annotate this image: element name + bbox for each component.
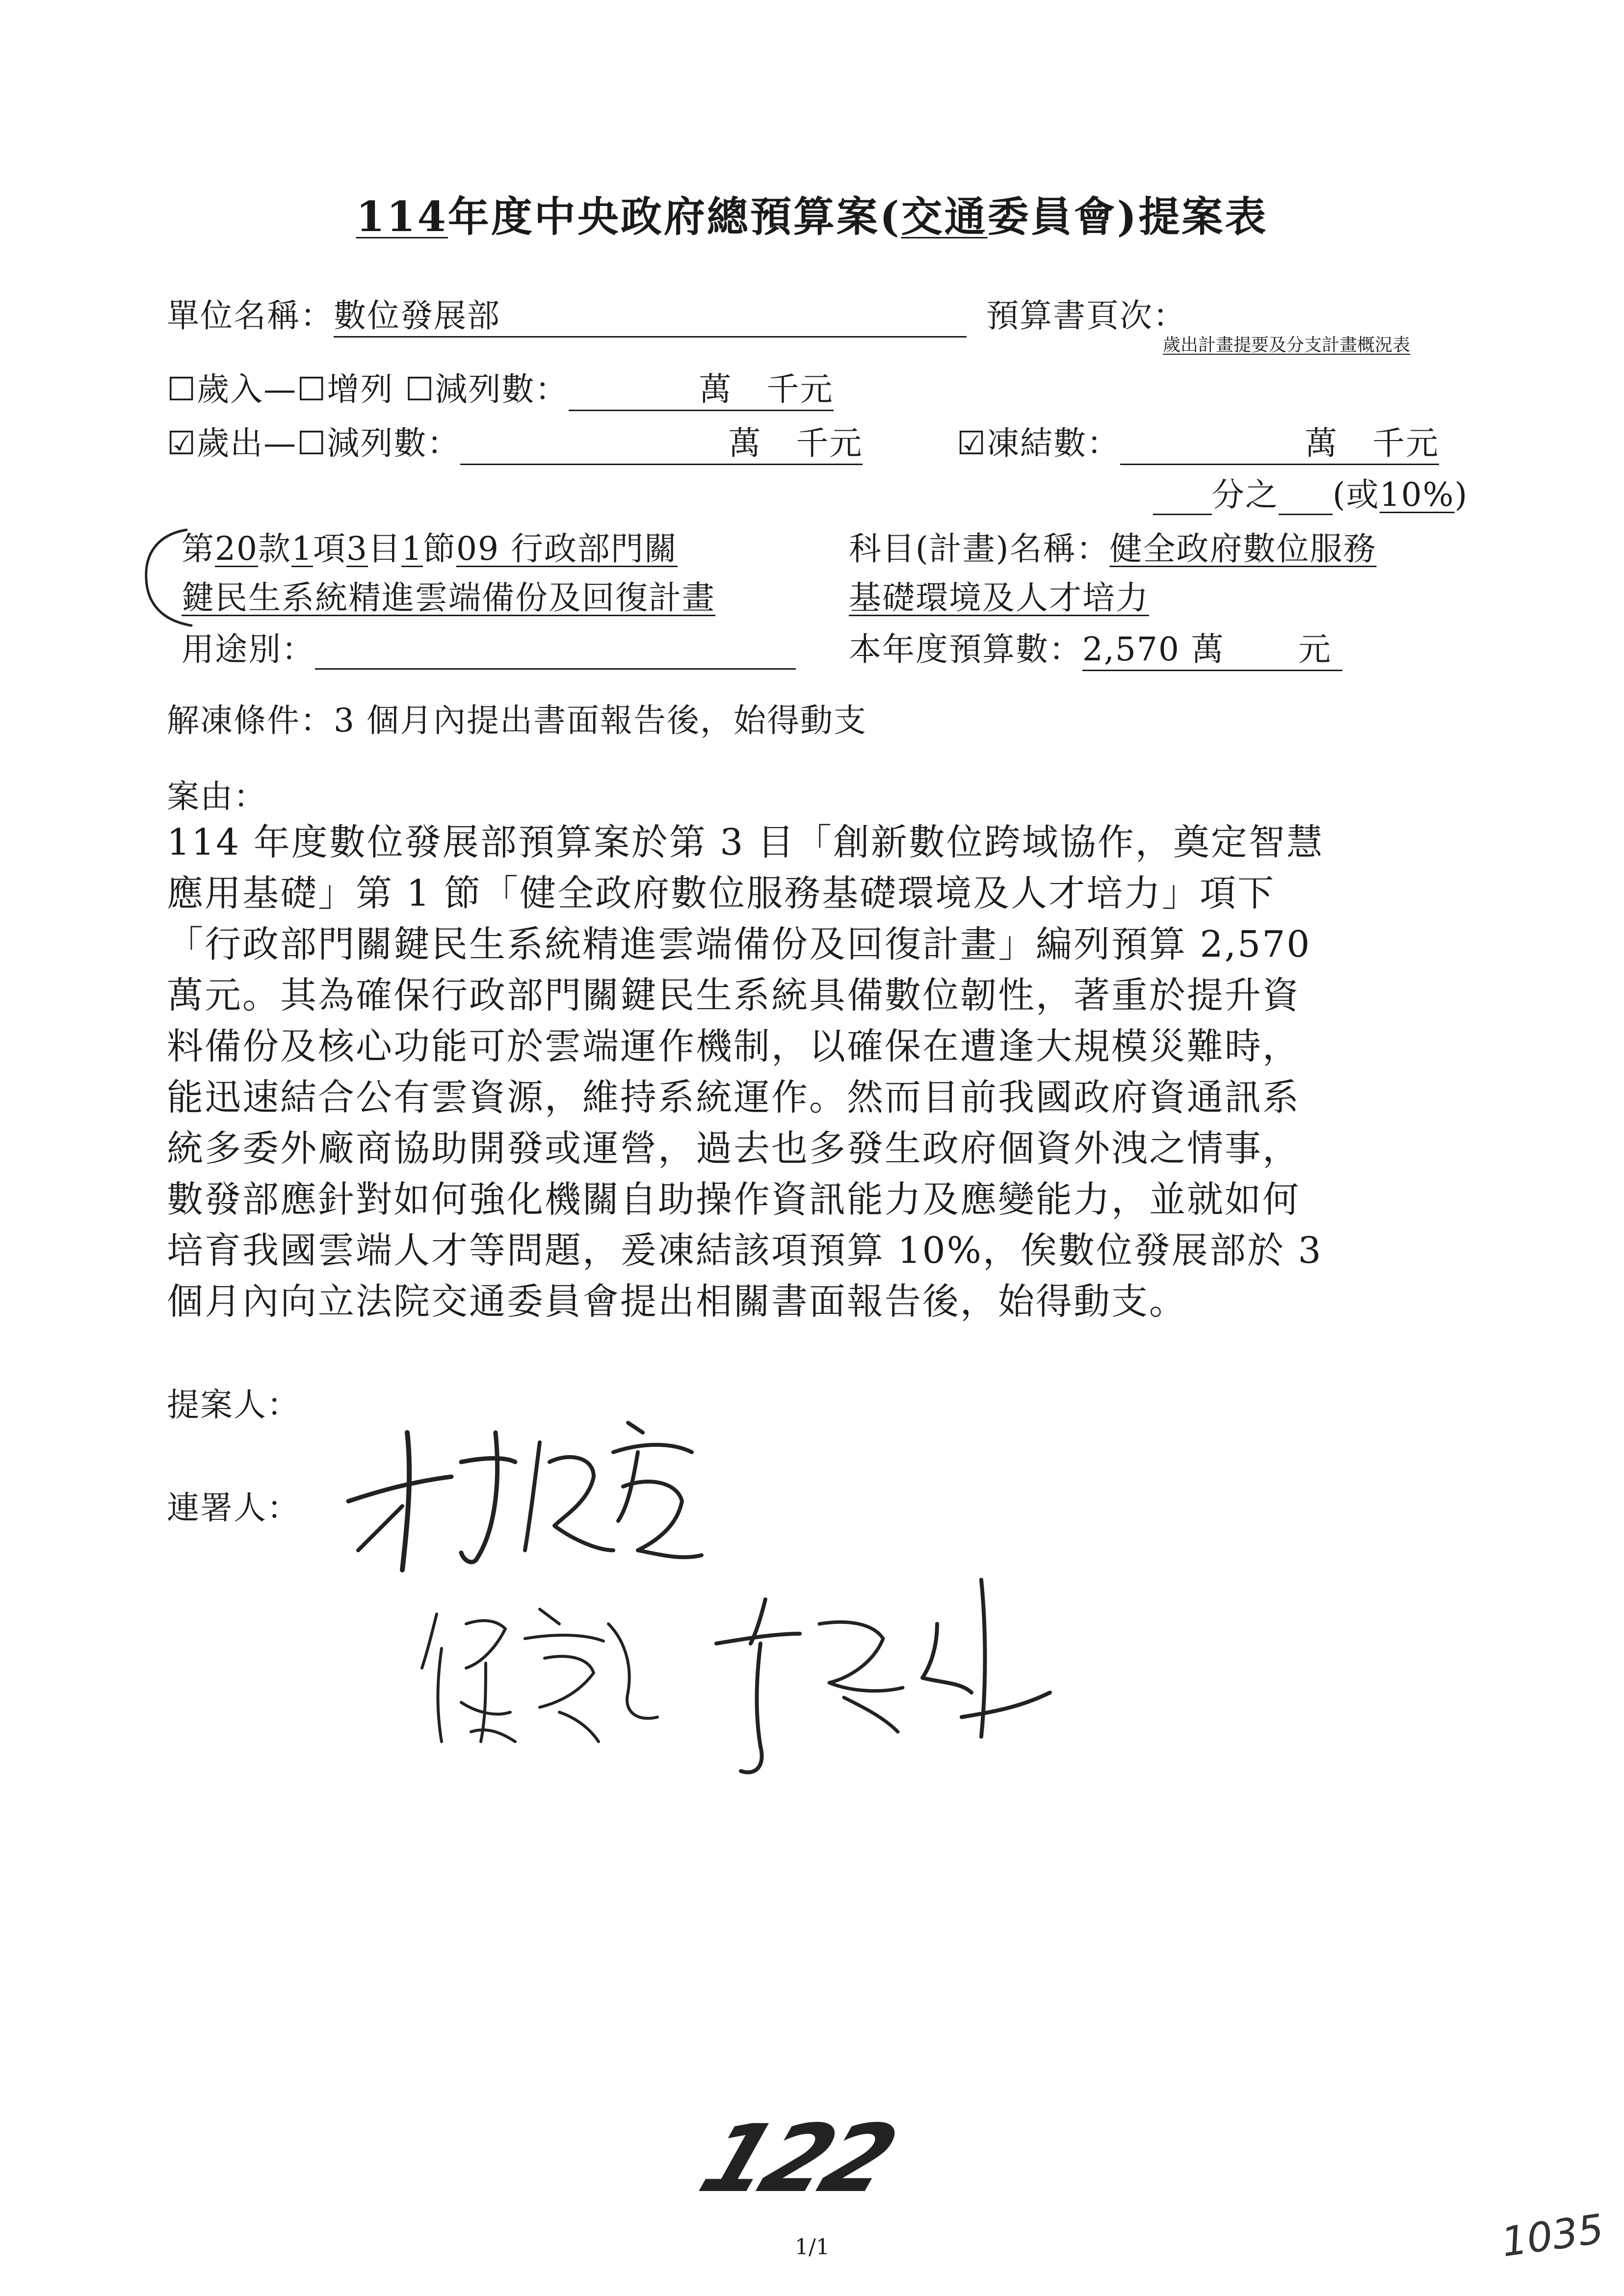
- freeze-checkbox[interactable]: ☑: [957, 424, 987, 462]
- item-ref-kuan: 20: [215, 530, 258, 568]
- unit-field: [334, 289, 967, 338]
- subject-value-1: 健全政府數位服務: [1109, 530, 1377, 568]
- fraction-close: ): [1454, 476, 1468, 514]
- current-budget-value: 2,570 萬: [1082, 630, 1225, 668]
- reason-body: [167, 817, 1324, 1327]
- fraction-fen-zhi: 分之: [1212, 476, 1279, 514]
- current-budget-unit: 元: [1298, 630, 1332, 668]
- reason-label: 案由：: [167, 778, 267, 815]
- expense-checkbox[interactable]: ☑: [167, 424, 197, 462]
- reason-line-8: 數發部應針對如何強化機關自助操作資訊能力及應變能力，並就如何: [167, 1178, 1300, 1221]
- revenue-row: [167, 363, 834, 411]
- budget-page-label: 預算書頁次：: [986, 297, 1186, 335]
- page-indicator: 1/1: [795, 2235, 830, 2260]
- subject-label: 科目(計畫)名稱：: [849, 530, 1110, 568]
- freeze-wan: 萬: [1305, 424, 1338, 462]
- expense-amount-field[interactable]: [460, 417, 863, 465]
- reason-line-10: 個月內向立法院交通委員會提出相關書面報告後，始得動支。: [167, 1280, 1187, 1323]
- reason-line-4: 萬元。其為確保行政部門關鍵民生系統具備數位韌性，著重於提升資: [167, 974, 1300, 1017]
- current-budget-field: [1082, 623, 1342, 671]
- title-year: 114: [356, 192, 448, 241]
- item-ref-p5: 節: [422, 530, 456, 568]
- expense-qian-yuan: 千元: [796, 424, 863, 462]
- current-budget-label: 本年度預算數：: [849, 630, 1082, 668]
- unit-row: [167, 289, 967, 338]
- item-ref-xiang: 1: [291, 530, 313, 568]
- corner-number: 1035: [1498, 2205, 1607, 2267]
- reason-line-6: 能迅速結合公有雲資源，維持系統運作。然而目前我國政府資通訊系: [167, 1076, 1300, 1119]
- revenue-wan: 萬: [699, 370, 733, 408]
- expense-wan: 萬: [728, 424, 762, 462]
- expense-row: [167, 417, 863, 465]
- reason-line-9: 培育我國雲端人才等問題，爰凍結該項預算 10%，俟數位發展部於 3: [167, 1229, 1323, 1272]
- fraction-or-open: (或: [1333, 476, 1380, 514]
- reason-line-7: 統多委外廠商協助開發或運營，過去也多發生政府個資外洩之情事，: [167, 1127, 1300, 1170]
- signature-3: [707, 1570, 1060, 1786]
- reason-line-3: 「行政部門關鍵民生系統精進雲端備份及回復計畫」編列預算 2,570: [167, 923, 1311, 965]
- item-ref-p2: 款: [258, 530, 291, 568]
- freeze-amount-field[interactable]: [1120, 417, 1439, 465]
- freeze-qian-yuan: 千元: [1372, 424, 1440, 462]
- expense-label: 歲出—☐減列數：: [197, 424, 461, 462]
- subject-line1: [849, 522, 1377, 569]
- fraction-percent: 10%: [1379, 476, 1455, 514]
- fraction-denominator-field[interactable]: [1279, 476, 1333, 515]
- budget-page-note: 歲出計畫提要及分支計畫概況表: [1163, 335, 1411, 355]
- usage-field[interactable]: [315, 630, 796, 670]
- budget-page-row: [986, 289, 1186, 336]
- unfreeze-value: 3 個月內提出書面報告後，始得動支: [334, 702, 867, 739]
- item-ref-p1: 第: [182, 530, 215, 568]
- item-ref-p4: 目: [367, 530, 401, 568]
- usage-row: [182, 623, 796, 670]
- current-budget-row: [849, 623, 1342, 671]
- item-ref-mu: 3: [346, 530, 368, 568]
- item-ref-line1: [182, 522, 678, 569]
- reason-line-5: 料備份及核心功能可於雲端運作機制，以確保在遭逢大規模災難時，: [167, 1025, 1300, 1068]
- reason-line-2: 應用基礎」第 1 節「健全政府數位服務基礎環境及人才培力」項下: [167, 872, 1276, 914]
- reason-line-1: 114 年度數位發展部預算案於第 3 目「創新數位跨域協作，奠定智慧: [167, 821, 1324, 863]
- unfreeze-label: 解凍條件：: [167, 702, 334, 739]
- unit-label: 單位名稱：: [167, 297, 334, 335]
- proposer-label: 提案人：: [167, 1386, 300, 1424]
- revenue-label: 歲入—☐增列 ☐減列數：: [197, 370, 569, 408]
- fraction-row: [1153, 469, 1468, 515]
- title-after: 委員會)提案表: [987, 192, 1268, 241]
- fraction-numerator-field[interactable]: [1153, 476, 1212, 515]
- item-ref-p3: 項: [313, 530, 346, 568]
- usage-label: 用途別：: [182, 630, 315, 668]
- revenue-amount-field[interactable]: [569, 363, 834, 411]
- title-committee: 交通: [901, 192, 988, 241]
- item-ref-line2: 鍵民生系統精進雲端備份及回復計畫: [182, 579, 715, 617]
- unfreeze-row: [167, 694, 867, 741]
- handwritten-page-number: 122: [686, 2105, 906, 2213]
- item-ref-jie: 1: [401, 530, 423, 568]
- freeze-row: [957, 417, 1439, 465]
- cosigner-label: 連署人：: [167, 1489, 300, 1527]
- revenue-checkbox[interactable]: ☐: [167, 370, 197, 408]
- page-title: [0, 184, 1624, 243]
- signature-2: [412, 1594, 667, 1761]
- signature-1: [339, 1403, 711, 1580]
- unit-value: 數位發展部: [334, 297, 500, 335]
- revenue-qian-yuan: 千元: [766, 370, 834, 408]
- item-ref-line1-tail: 09 行政部門關: [456, 530, 678, 568]
- freeze-label: 凍結數：: [987, 424, 1121, 462]
- title-before: 年度中央政府總預算案(: [447, 192, 901, 241]
- subject-value-2: 基礎環境及人才培力: [849, 579, 1149, 617]
